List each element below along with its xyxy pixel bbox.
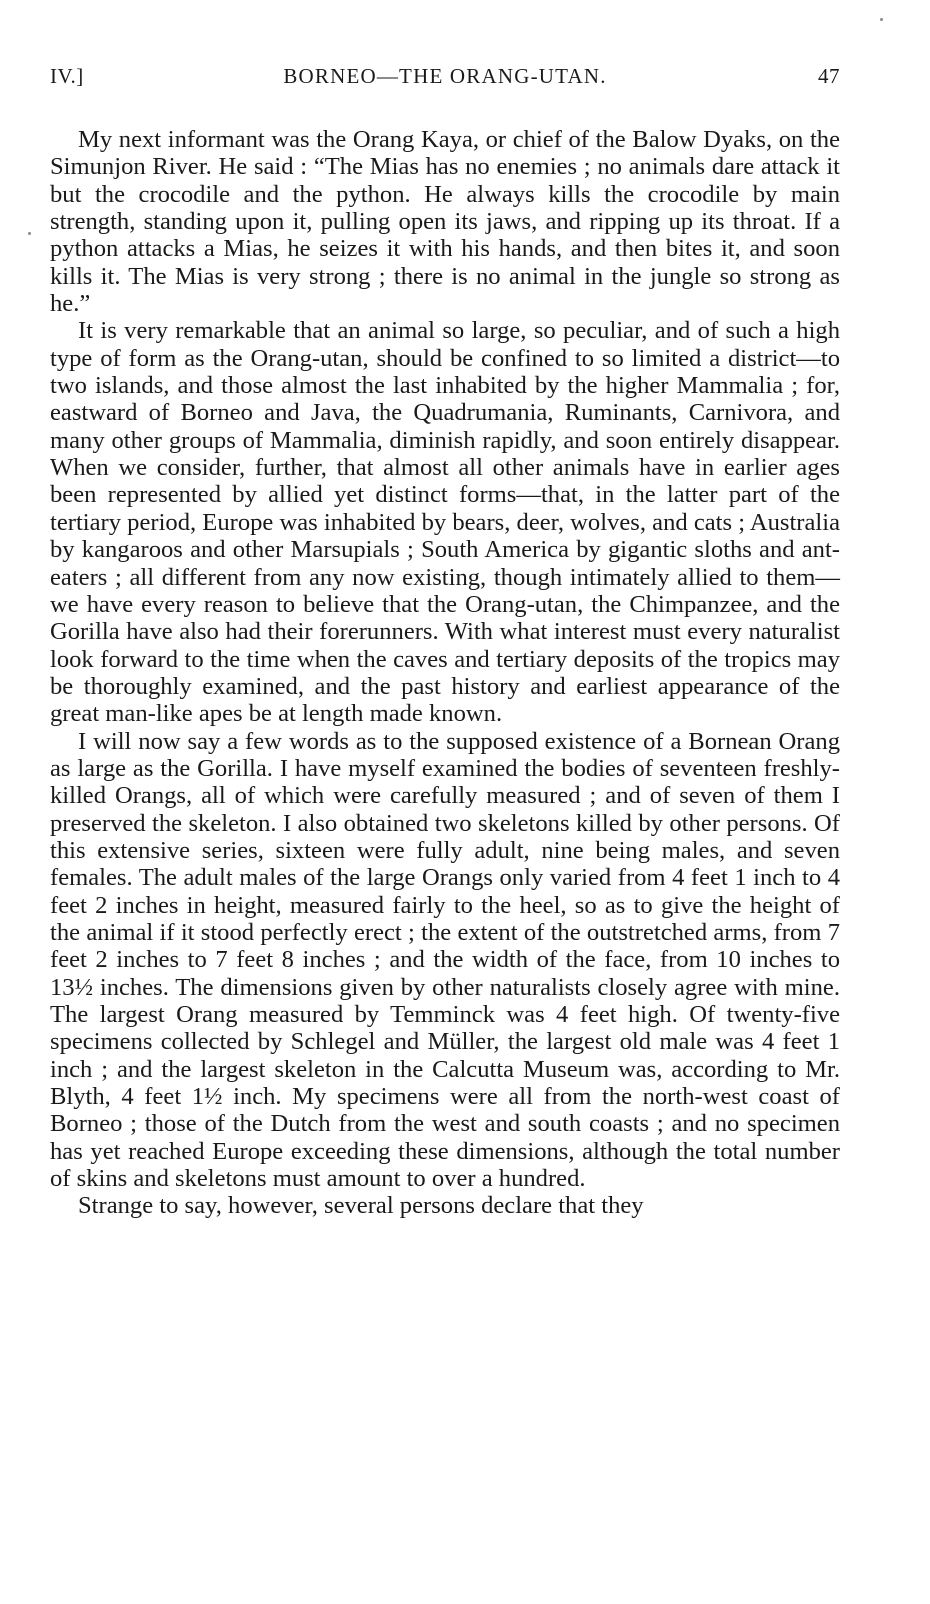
paragraph: It is very remarkable that an animal so large, so peculiar, and of such a high type of form as the Orang-utan, should be confined to so limited a district—to two islands, and those almost the last inhabited by the higher Mammalia ; for, eastward of Borneo and Java, the Quadrumania, Ruminants, Carnivora, and many other groups of Mammalia, diminish rapidly, and soon entirely disappear. When we consider, further, that almost all other animals have in earlier ages been represented by allied yet distinct forms—that, in the latter part of the tertiary period, Europe was inhabited by bears, deer, wolves, and cats ; Australia by kangaroos and other Marsupials ; South America by gigantic sloths and ant-eaters ; all different from any now existing, though intimately allied to them—we have every reason to believe that the Orang-utan, the Chimpanzee, and the Gorilla have also had their forerunners. With what interest must every naturalist look forward to the time when the caves and tertiary deposits of the tropics may be thoroughly examined, and the past history and earliest appearance of the great man-like apes be at length made known. — [50, 317, 840, 728]
chapter-marker: IV.] — [50, 64, 84, 88]
paper-speck — [880, 18, 883, 21]
paragraph: I will now say a few words as to the supposed existence of a Bornean Orang as large as the Gorilla. I have myself examined the bodies of seventeen freshly-killed Orangs, all of which were carefully measured ; and of seven of them I preserved the skeleton. I also obtained two skeletons killed by other persons. Of this extensive series, sixteen were fully adult, nine being males, and seven females. The adult males of the large Orangs only varied from 4 feet 1 inch to 4 feet 2 inches in height, measured fairly to the heel, so as to give the height of the animal if it stood perfectly erect ; the extent of the outstretched arms, from 7 feet 2 inches to 7 feet 8 inches ; and the width of the face, from 10 inches to 13½ inches. The dimensions given by other naturalists closely agree with mine. The largest Orang measured by Temminck was 4 feet high. Of twenty-five specimens collected by Schlegel and Müller, the largest old male was 4 feet 1 inch ; and the largest skeleton in the Calcutta Museum was, according to Mr. Blyth, 4 feet 1½ inch. My specimens were all from the north-west coast of Borneo ; those of the Dutch from the west and south coasts ; and no specimen has yet reached Europe exceeding these dimensions, although the total number of skins and skeletons must amount to over a hundred. — [50, 727, 840, 1193]
page-number: 47 — [818, 64, 840, 88]
running-header — [50, 64, 840, 96]
paper-speck — [28, 232, 31, 235]
body-text — [50, 126, 840, 1220]
paragraph: Strange to say, however, several persons declare that they — [78, 1192, 644, 1220]
running-title: BORNEO—THE ORANG-UTAN. — [283, 64, 607, 88]
paragraph: My next informant was the Orang Kaya, or chief of the Balow Dyaks, on the Simunjon River. He said : “The Mias has no enemies ; no animals dare attack it but the crocodile and the python. He always kills the crocodile by main strength, standing upon it, pulling open its jaws, and ripping up its throat. If a python attacks a Mias, he seizes it with his hands, and then bites it, and soon kills it. The Mias is very strong ; there is no animal in the jungle so strong as he.” — [50, 126, 840, 318]
